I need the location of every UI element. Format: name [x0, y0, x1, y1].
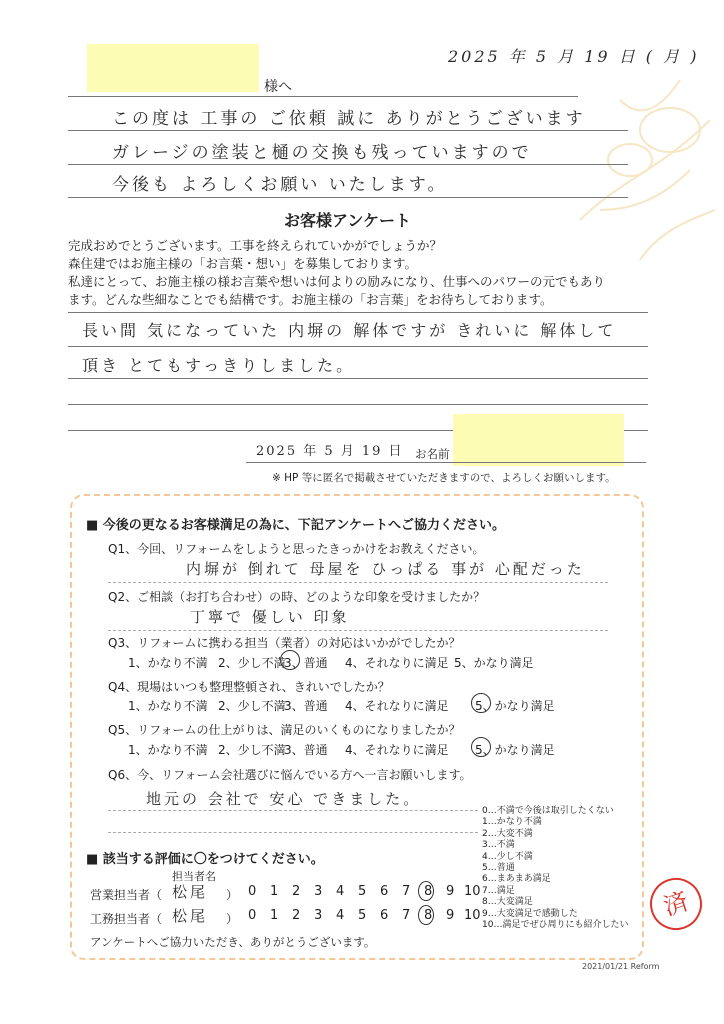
selection-circle [280, 650, 300, 670]
option: 4、それなりに満足 [345, 699, 449, 713]
approval-stamp: 済 [643, 871, 709, 937]
legend-item: 8…大変満足 [482, 897, 533, 908]
rule-line [68, 312, 648, 313]
option: 3、普通 [284, 743, 328, 757]
scale-number: 9 [446, 884, 455, 899]
scale-number: 4 [336, 884, 345, 899]
scale-number: 10 [464, 908, 481, 923]
question-1: Q1、今回、リフォームをしようと思ったきっかけをお教えください。 [108, 542, 485, 556]
letter-line-3: 今後も よろしくお願い いたします。 [112, 175, 448, 195]
answer-line [108, 810, 478, 811]
scale-number: 3 [314, 908, 323, 923]
selection-circle [418, 905, 434, 925]
scale-number: 0 [248, 908, 257, 923]
option: 4、それなりに満足 [345, 743, 449, 757]
sales-rep-name: 松尾 [172, 883, 209, 901]
salutation: 様へ [264, 79, 292, 95]
option: 5、かなり満足 [454, 656, 534, 670]
rule-line [68, 404, 648, 405]
option: 1、かなり不満 [128, 699, 208, 713]
selection-circle [418, 881, 434, 901]
staff-label: 担当者名 [172, 870, 216, 883]
handwritten-date: 2025 年 5 月 19 日 ( 月 ) [448, 47, 700, 66]
rating-legend [482, 806, 628, 931]
construction-rep-name: 松尾 [172, 907, 209, 925]
option: 3、普通 [284, 699, 328, 713]
anonymity-note: ※ HP 等に匿名で掲載させていただきますので、よろしくお願いします。 [272, 472, 616, 484]
option: 2、少し不満 [218, 743, 286, 757]
option-selected: 3、普通 [284, 656, 328, 670]
comment-line-1: 長い間 気になっていた 内塀の 解体ですが きれいに 解体して [82, 321, 617, 340]
scale-number: 2 [292, 884, 301, 899]
survey-intro-2: 森住建ではお施主様の「お言葉・想い」を募集しております。 [68, 256, 418, 271]
option-selected: 5、かなり満足 [475, 743, 555, 757]
option: 1、かなり不満 [128, 743, 208, 757]
name-label: お名前 [415, 447, 450, 461]
scale-number: 4 [336, 908, 345, 923]
sales-rep-label: 営業担当者（ [90, 888, 163, 902]
rule-line [68, 130, 628, 131]
scale-number-selected: 8 [424, 908, 433, 923]
question-6: Q6、今、リフォーム会社選びに悩んでいる方へ一言お願いします。 [108, 768, 472, 782]
thanks-text: アンケートへご協力いただき、ありがとうございます。 [90, 935, 376, 949]
answer-1: 内塀が 倒れて 母屋を ひっぱる 事が 心配だった [186, 560, 585, 578]
rule-line [68, 346, 648, 347]
question-4: Q4、現場はいつも整理整頓され、きれいでしたか？ [108, 680, 390, 694]
legend-item: 2…大変不満 [482, 828, 533, 839]
legend-item: 9…大変満足で感動した [482, 908, 578, 919]
scale-number: 1 [270, 908, 279, 923]
answer-2: 丁寧で 優しい 印象 [190, 608, 350, 626]
letter-line-2: ガレージの塗装と樋の交換も残っていますので [112, 143, 532, 163]
option: 1、かなり不満 [128, 656, 208, 670]
legend-item: 1…かなり不満 [482, 817, 542, 828]
selection-circle [471, 693, 491, 713]
option: 2、少し不満 [218, 699, 286, 713]
scale-number: 10 [464, 884, 481, 899]
option-selected: 5、かなり満足 [475, 699, 555, 713]
scale-number: 0 [248, 884, 257, 899]
rule-line [68, 164, 628, 165]
sign-date: 2025 年 5 月 19 日 [256, 444, 404, 459]
scale-number-selected: 8 [424, 884, 433, 899]
legend-item: 4…少し不満 [482, 851, 533, 862]
legend-item: 0…不満で今後は取引したくない [482, 806, 614, 816]
construction-rep-label: 工務担当者（ [90, 912, 163, 926]
survey-intro-3: 私達にとって、お施主様の様お言葉や想いは何よりの励みになり、仕事へのパワーの元でもあり [68, 274, 606, 289]
scale-number: 6 [380, 884, 389, 899]
scale-number: 1 [270, 884, 279, 899]
questionnaire-header: ■ 今後の更なるお客様満足の為に、下記アンケートへご協力ください。 [86, 518, 506, 533]
scale-number: 3 [314, 884, 323, 899]
option: 4、それなりに満足 [345, 656, 449, 670]
question-3: Q3、リフォームに携わる担当（業者）の対応はいかがでしたか？ [108, 636, 461, 650]
legend-item: 3…不満 [482, 840, 515, 851]
answer-line [108, 630, 608, 631]
legend-item: 5…普通 [482, 863, 515, 874]
rule-line [68, 197, 628, 198]
close-paren: ） [226, 888, 239, 902]
scale-number: 6 [380, 908, 389, 923]
redacted-name-highlight [87, 44, 259, 92]
survey-intro-4: ます。どんな些細なことでも結構です。お施主様の「お言葉」をお待ちしております。 [68, 292, 553, 307]
survey-title: お客様アンケート [284, 211, 412, 230]
answer-6: 地元の 会社で 安心 できました。 [146, 790, 422, 808]
letter-line-1: この度は 工事の ご依頼 誠に ありがとうございます [112, 109, 586, 129]
legend-item: 6…まあまあ満足 [482, 874, 551, 885]
floral-watermark [520, 60, 720, 270]
comment-line-2: 頂き とてもすっきりしました。 [82, 356, 356, 375]
rule-line [68, 96, 578, 97]
scale-number: 7 [402, 908, 411, 923]
scale-number: 9 [446, 908, 455, 923]
question-2: Q2、ご相談（お打ち合わせ）の時、どのような印象を受けましたか？ [108, 590, 486, 604]
scale-number: 5 [358, 908, 367, 923]
redacted-name-highlight [453, 414, 624, 466]
rule-line [68, 378, 648, 379]
selection-circle [471, 737, 491, 757]
rating-header: ■ 該当する評価に〇をつけてください。 [86, 852, 324, 867]
answer-line [108, 582, 608, 583]
rule-line [246, 462, 646, 463]
question-5: Q5、リフォームの仕上がりは、満足のいくものになりましたか？ [108, 723, 461, 737]
scale-number: 7 [402, 884, 411, 899]
survey-intro-1: 完成おめでとうございます。工事を終えられていかがでしょうか？ [68, 238, 443, 253]
footer-code: 2021/01/21 Reform [582, 962, 660, 971]
scale-number: 2 [292, 908, 301, 923]
answer-line [108, 832, 478, 833]
option: 2、少し不満 [218, 656, 286, 670]
legend-item: 10…満足でぜひ周りにも紹介したい [482, 920, 629, 931]
close-paren: ） [226, 912, 239, 926]
legend-item: 7…満足 [482, 885, 515, 896]
scale-number: 5 [358, 884, 367, 899]
